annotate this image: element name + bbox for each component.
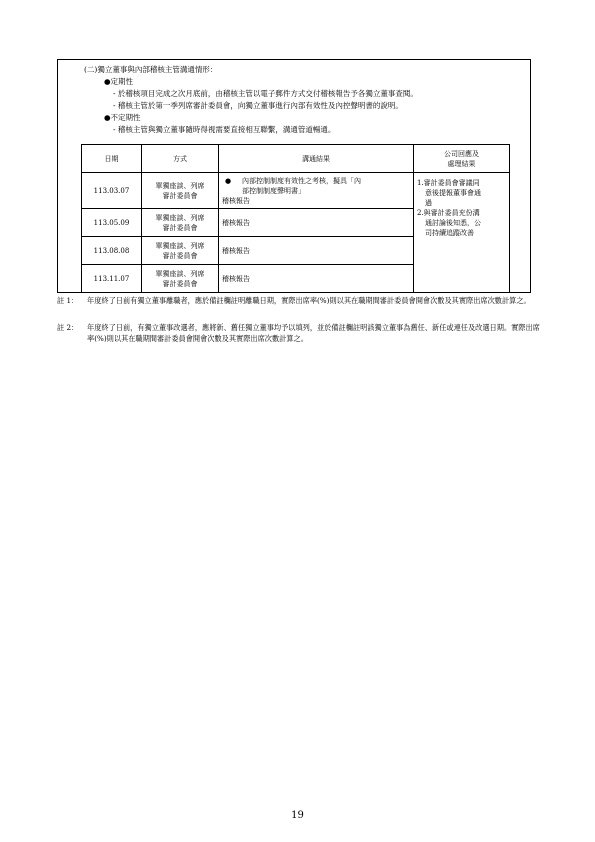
result-line: 內部控制制度有效性之考核，擬具「內 (242, 176, 361, 185)
response-line: 意後提報董事會通 (425, 189, 481, 197)
row-date: 113.05.09 (82, 209, 142, 237)
method-line: 審計委員會 (162, 191, 198, 200)
header-date: 日期 (82, 145, 142, 173)
header-response-line: 公司回應及 (444, 149, 479, 158)
header-method: 方式 (142, 145, 219, 173)
table-header-row (82, 145, 510, 173)
footnote-1 (57, 295, 541, 306)
method-line: 審計委員會 (162, 223, 198, 232)
method-line: 審計委員會 (162, 251, 198, 260)
result-line: 稽核報告 (222, 196, 250, 205)
footnote-text: 年度終了日前有獨立董事離職者，應於備註欄註明離職日期，實際出席率(%)則以其在職期間審計委員會開會次數及其實際出席次數計算之。 (87, 296, 531, 305)
method-line: 單獨座談、列席 (155, 181, 205, 190)
row-result: 稽核報告 (219, 209, 414, 237)
response-line: 過 (425, 199, 432, 207)
response-line: 1.審計委員會審議同 (417, 179, 480, 187)
periodic-item-1: - 於稽核項目完成之次月底前，由稽核主管以電子郵件方式交付稽核報告予各獨立董事查閱。 (113, 89, 418, 98)
row-date: 113.08.08 (82, 237, 142, 265)
header-result: 溝通結果 (219, 145, 414, 173)
bullet-icon: ● (224, 176, 232, 185)
communication-table (81, 144, 510, 293)
footnote-text: 年度終了日前，有獨立董事改選者，應將新、舊任獨立董事均予以填列，並於備註欄註明該獨立董事為舊任、新任或連任及改選日期。實際出席率(%)則以其在職期間審計委員會開會次數及其實際出席次數計算之。 (87, 323, 540, 343)
row-method (142, 173, 219, 209)
response-line: 司持續追蹤改善 (425, 229, 474, 237)
bullet-icon: ● (104, 113, 111, 122)
periodic-label: 定期性 (110, 77, 134, 86)
periodic-item-2: - 稽核主管於第一季列席審計委員會，向獨立董事進行內部有效性及內控聲明書的說明。 (113, 101, 403, 110)
footnote-2 (57, 322, 541, 344)
response-cell (414, 173, 510, 293)
method-line: 單獨座談、列席 (155, 241, 205, 250)
irregular-item-1: - 稽核主管與獨立董事隨時得視需要直接相互聯繫，溝通管道暢通。 (113, 125, 336, 134)
row-date: 113.11.07 (82, 265, 142, 293)
row-result (219, 173, 414, 209)
header-response-line: 處理結果 (447, 159, 476, 168)
irregular-label: 不定期性 (110, 113, 141, 122)
table-row (82, 173, 510, 209)
method-line: 審計委員會 (162, 279, 198, 288)
response-line: 2.與審計委員充份溝 (417, 209, 480, 217)
row-date: 113.03.07 (82, 173, 142, 209)
footnote-label: 註 2： (57, 323, 79, 332)
row-result: 稽核報告 (219, 237, 414, 265)
row-result: 稽核報告 (219, 265, 414, 293)
bullet-icon: ● (104, 77, 111, 86)
footnote-label: 註 1： (57, 296, 79, 305)
result-line: 部控制制度聲明書」 (242, 186, 305, 195)
row-method (142, 209, 219, 237)
header-response (414, 145, 510, 173)
page-number: 19 (291, 810, 304, 821)
section-heading: (二)獨立董事與內部稽核主管溝通情形： (84, 65, 218, 74)
method-line: 單獨座談、列席 (155, 213, 205, 222)
result-bullet-item (222, 176, 410, 186)
method-line: 單獨座談、列席 (155, 269, 205, 278)
row-method (142, 237, 219, 265)
response-line: 通討論後知悉，公 (425, 219, 481, 227)
periodic-heading (104, 77, 133, 87)
row-method (142, 265, 219, 293)
irregular-heading (104, 113, 141, 123)
